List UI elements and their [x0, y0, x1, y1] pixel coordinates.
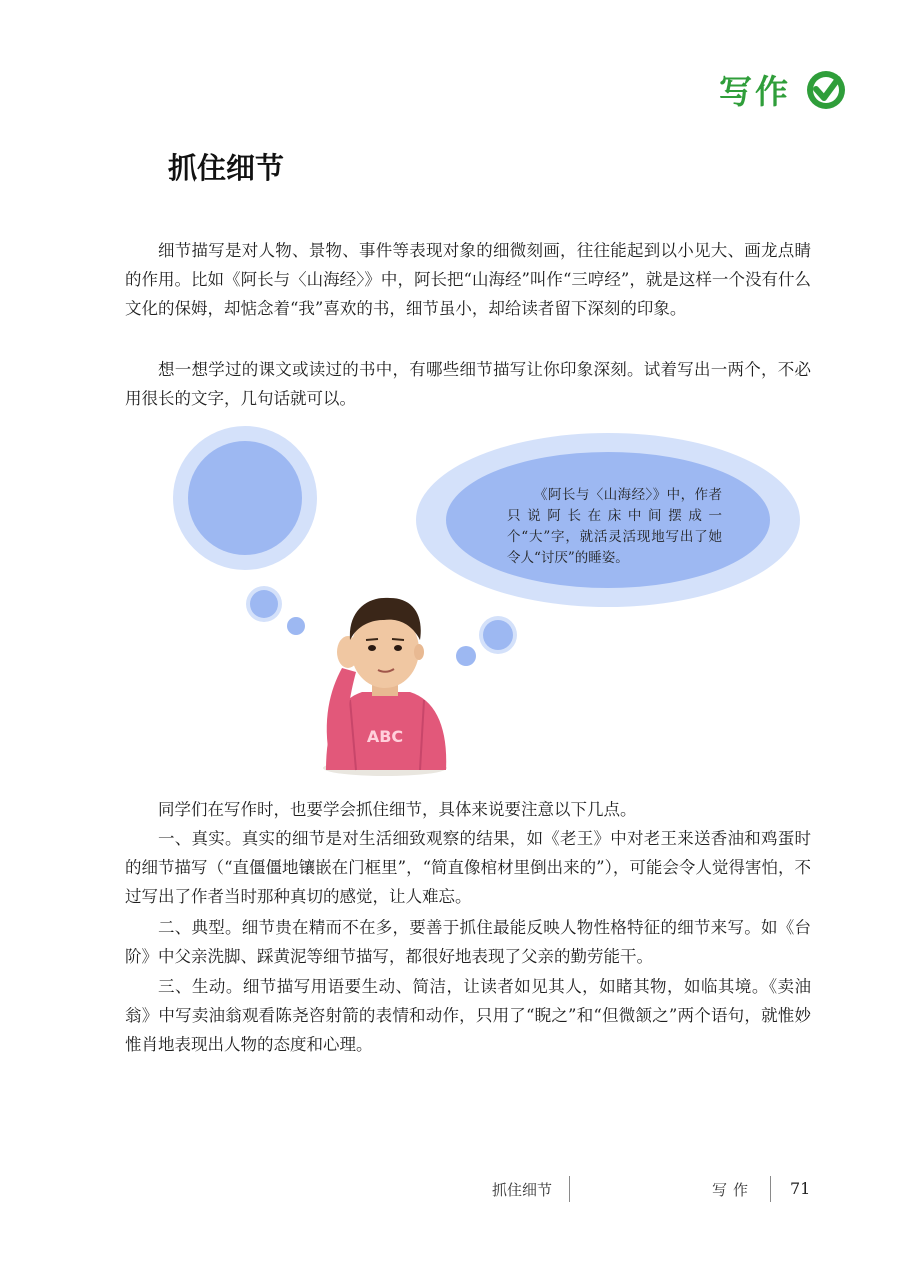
paragraph-point-typical: 二、典型。细节贵在精而不在多，要善于抓住最能反映人物性格特征的细节来写。如《台阶》中父亲洗脚、踩黄泥等细节描写，都很好地表现了父亲的勤劳能干。 [125, 918, 811, 966]
thought-dot-left-small [287, 617, 305, 635]
footer-divider [770, 1176, 771, 1202]
paragraph-intro-detail: 细节描写是对人物、景物、事件等表现对象的细微刻画，往往能起到以小见大、画龙点睛的作用。比如《阿长与〈山海经〉》中，阿长把“山海经”叫作“三哼经”，就是这样一个没有什么文化的保姆，却惦念着“我”喜欢的书，细节虽小，却给读者留下深刻的印象。 [125, 241, 811, 318]
footer-divider [569, 1176, 570, 1202]
paragraph-exercise: 想一想学过的课文或读过的书中，有哪些细节描写让你印象深刻。试着写出一两个，不必用很长的文字，几句话就可以。 [125, 360, 811, 408]
section-tab [719, 66, 847, 113]
shirt-print: ABC [366, 727, 404, 746]
paragraph-point-vivid: 三、生动。细节描写用语要生动、简洁，让读者如见其人，如睹其物，如临其境。《卖油翁》中写卖油翁观看陈尧咨射箭的表情和动作，只用了“睨之”和“但微颔之”两个语句，就惟妙惟肖地表现出人物的态度和心理。 [125, 977, 811, 1054]
footer-section-label: 写作 [712, 1181, 755, 1199]
paragraph-point-truthful: 一、真实。真实的细节是对生活细致观察的结果，如《老王》中对老王来送香油和鸡蛋时的细节描写（“直僵僵地镶嵌在门框里”，“简直像棺材里倒出来的”），可能会令人觉得害怕，不过写出了作者当时那种真切的感觉，让人难忘。 [125, 829, 811, 906]
thinking-boy-illustration [0, 420, 904, 790]
paragraph-tips-intro: 同学们在写作时，也要学会抓住细节，具体来说要注意以下几点。 [158, 800, 637, 819]
thought-dot-right-small [456, 646, 476, 666]
section-label: 写作 [719, 72, 791, 111]
page-title: 抓住细节 [168, 151, 285, 185]
boy-figure [323, 598, 447, 776]
page-number: 71 [790, 1179, 811, 1198]
thought-bubble-text: 《阿长与〈山海经〉》中，作者只说阿长在床中间摆成一个“大”字，就活灵活现地写出了她令人“讨厌”的睡姿。 [507, 487, 722, 566]
check-circle-icon [805, 69, 847, 111]
footer-lesson-title: 抓住细节 [492, 1181, 553, 1199]
